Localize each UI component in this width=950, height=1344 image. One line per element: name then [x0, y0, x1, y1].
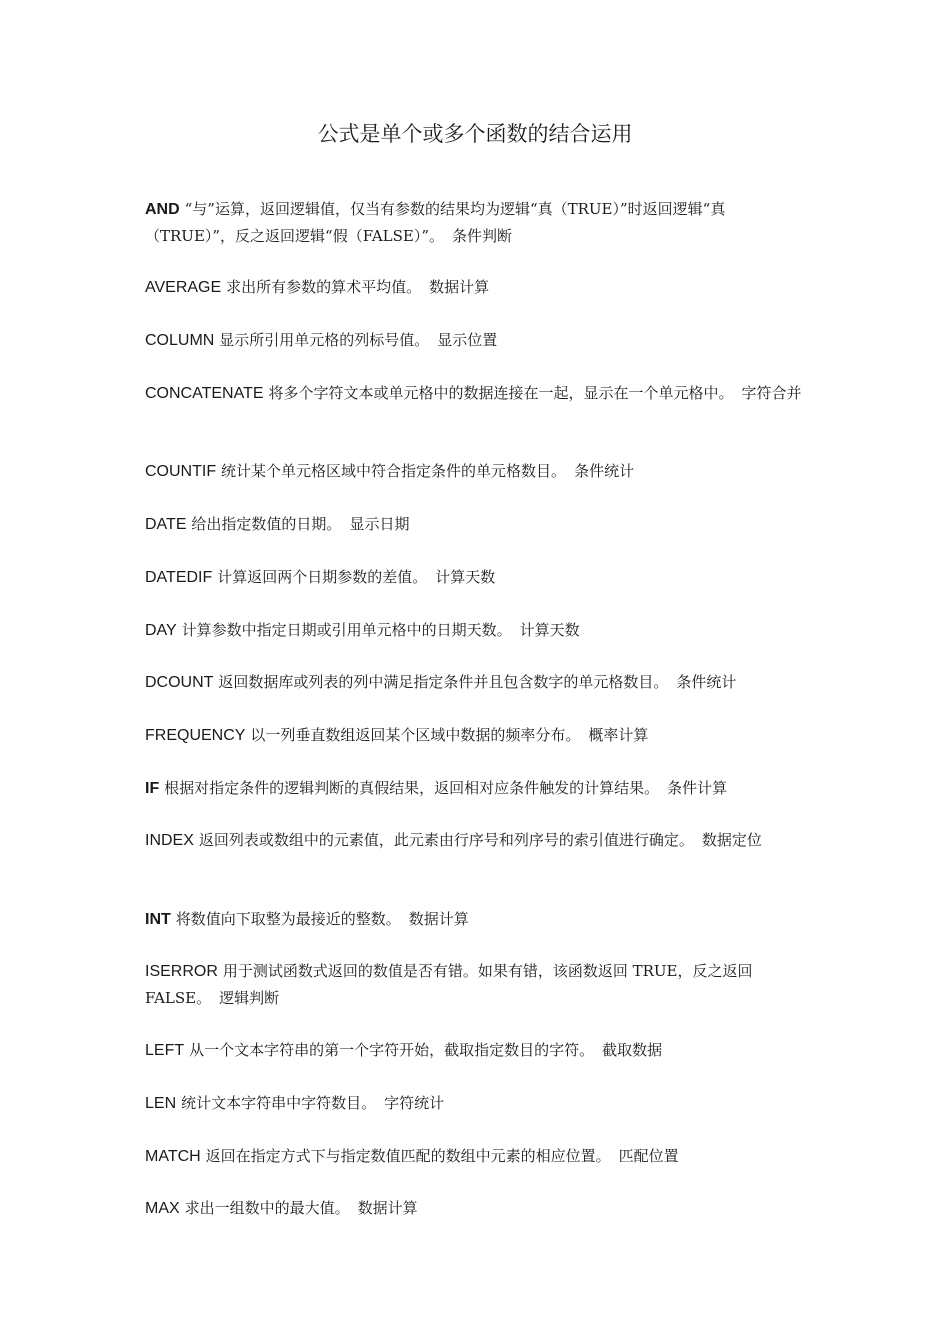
- function-description: 从一个文本字符串的第一个字符开始，截取指定数目的字符。: [189, 1041, 595, 1059]
- function-description: 将数值向下取整为最接近的整数。: [175, 910, 401, 928]
- page-title: 公式是单个或多个函数的结合运用: [317, 122, 633, 146]
- function-description: 以一列垂直数组返回某个区域中数据的频率分布。: [250, 726, 581, 744]
- function-name: COUNTIF: [145, 463, 217, 480]
- function-description: 显示所引用单元格的列标号值。: [219, 331, 430, 349]
- entry-index: [145, 827, 815, 854]
- function-name: MATCH: [145, 1148, 201, 1165]
- function-name: DATE: [145, 516, 187, 533]
- function-name: AVERAGE: [145, 279, 222, 296]
- entry-left: [145, 1037, 815, 1064]
- function-category: 字符合并: [741, 384, 802, 402]
- function-name: COLUMN: [145, 332, 215, 349]
- function-name: ISERROR: [145, 963, 218, 980]
- function-description: 统计文本字符串中字符数目。: [181, 1094, 377, 1112]
- entry-max: [145, 1195, 815, 1222]
- function-category: 条件统计: [676, 673, 737, 691]
- function-name: CONCATENATE: [145, 385, 264, 402]
- function-category: 数据计算: [408, 910, 469, 928]
- entry-int: [145, 906, 815, 933]
- function-category: 概率计算: [588, 726, 649, 744]
- function-category: 条件统计: [574, 462, 635, 480]
- function-category: 数据计算: [357, 1199, 418, 1217]
- function-category: 条件判断: [452, 227, 513, 245]
- entry-countif: [145, 458, 815, 485]
- entry-column: [145, 327, 815, 354]
- function-name: FREQUENCY: [145, 727, 246, 744]
- function-category: 条件计算: [667, 779, 728, 797]
- function-name: MAX: [145, 1200, 180, 1217]
- function-name: DCOUNT: [145, 674, 214, 691]
- function-category: 数据定位: [701, 831, 762, 849]
- function-name: IF: [145, 780, 160, 797]
- function-category: 匹配位置: [618, 1147, 679, 1165]
- function-category: 数据计算: [429, 278, 490, 296]
- entry-if: [145, 775, 815, 802]
- function-category: 显示位置: [437, 331, 498, 349]
- function-name: INT: [145, 911, 171, 928]
- function-description: 求出一组数中的最大值。: [184, 1199, 350, 1217]
- function-name: LEN: [145, 1095, 177, 1112]
- entry-frequency: [145, 722, 815, 749]
- entry-datedif: [145, 564, 815, 591]
- function-description: 计算返回两个日期参数的差值。: [217, 568, 428, 586]
- function-name: DAY: [145, 622, 177, 639]
- function-category: 字符统计: [384, 1094, 445, 1112]
- function-description: 根据对指定条件的逻辑判断的真假结果，返回相对应条件触发的计算结果。: [164, 779, 660, 797]
- entry-match: [145, 1143, 815, 1170]
- function-name: INDEX: [145, 832, 194, 849]
- function-name: DATEDIF: [145, 569, 213, 586]
- entry-average: [145, 274, 815, 301]
- function-description: 返回数据库或列表的列中满足指定条件并且包含数字的单元格数目。: [218, 673, 669, 691]
- function-description: 将多个字符文本或单元格中的数据连接在一起，显示在一个单元格中。: [268, 384, 734, 402]
- function-description: 给出指定数值的日期。: [191, 515, 342, 533]
- function-category: 计算天数: [435, 568, 496, 586]
- function-category: 逻辑判断: [219, 989, 280, 1007]
- function-description: 返回在指定方式下与指定数值匹配的数组中元素的相应位置。: [205, 1147, 611, 1165]
- entry-day: [145, 617, 815, 644]
- function-category: 截取数据: [602, 1041, 663, 1059]
- function-description: 统计某个单元格区域中符合指定条件的单元格数目。: [221, 462, 567, 480]
- function-description: 返回列表或数组中的元素值，此元素由行序号和列序号的索引值进行确定。: [198, 831, 694, 849]
- entry-concatenate: [145, 380, 815, 407]
- function-name: LEFT: [145, 1042, 185, 1059]
- function-description: 计算参数中指定日期或引用单元格中的日期天数。: [181, 621, 512, 639]
- function-description: “与”运算，返回逻辑值，仅当有参数的结果均为逻辑“真（TRUE）”时返回逻辑“真（TRUE）”，反之返回逻辑“假（FALSE）”。: [145, 200, 726, 245]
- entry-len: [145, 1090, 815, 1117]
- function-category: 计算天数: [519, 621, 580, 639]
- function-description: 用于测试函数式返回的数值是否有错。如果有错，该函数返回 TRUE，反之返回 FALSE。: [145, 962, 753, 1007]
- entry-date: [145, 511, 815, 538]
- entry-iserror: [145, 958, 815, 1011]
- entry-dcount: [145, 669, 815, 696]
- function-name: AND: [145, 201, 180, 218]
- entry-and: [145, 196, 815, 249]
- function-description: 求出所有参数的算术平均值。: [226, 278, 422, 296]
- function-category: 显示日期: [349, 515, 410, 533]
